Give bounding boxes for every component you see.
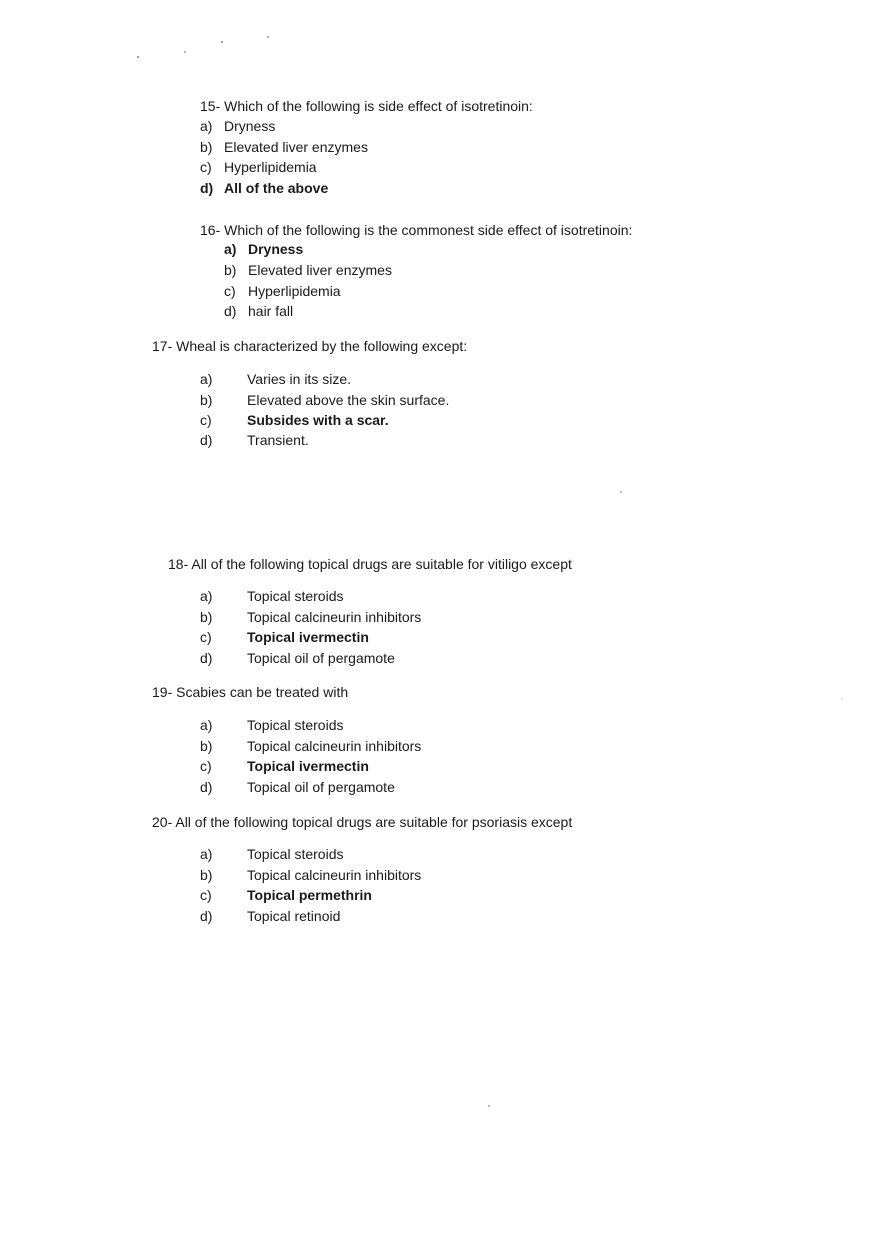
option-text: Subsides with a scar. [247,412,389,428]
question-19-option-c [200,757,369,775]
question-16-option-a [224,240,303,258]
option-text: Topical calcineurin inhibitors [247,867,422,883]
option-letter: c) [200,412,212,428]
option-letter: b) [200,392,213,408]
question-20-option-d [200,907,340,925]
option-text: Elevated liver enzymes [248,262,392,278]
option-letter: c) [200,887,212,903]
option-text: Topical ivermectin [247,758,369,774]
option-text: Transient. [247,432,309,448]
option-text: Topical steroids [247,846,344,862]
option-letter: c) [200,758,212,774]
option-text: Hyperlipidemia [248,283,341,299]
question-20-stem: 20- All of the following topical drugs are suitable for psoriasis except [152,814,573,830]
option-text: Topical permethrin [247,887,372,903]
question-15-option-d [200,179,328,197]
option-letter: a) [200,846,213,862]
option-text: All of the above [224,180,329,196]
question-18-stem: 18- All of the following topical drugs are suitable for vitiligo except [168,556,572,572]
option-text: hair fall [248,303,294,319]
scan-speck [841,698,842,699]
option-letter: a) [200,371,213,387]
option-text: Topical steroids [247,588,344,604]
option-text: Elevated above the skin surface. [247,392,450,408]
option-letter: d) [224,303,237,319]
option-text: Topical calcineurin inhibitors [247,609,422,625]
option-letter: b) [200,609,213,625]
scan-speck [488,1105,490,1107]
question-15-option-a [200,117,275,135]
question-17-stem: 17- Wheal is characterized by the following except: [152,338,468,354]
question-19-option-b [200,737,421,755]
scan-speck [137,56,139,58]
question-16-option-d [224,302,293,320]
option-text: Hyperlipidemia [224,159,317,175]
option-text: Topical oil of pergamote [247,650,395,666]
option-letter: d) [200,180,214,196]
option-letter: c) [200,629,212,645]
question-18-option-d [200,649,395,667]
question-20-option-c [200,886,372,904]
option-text: Elevated liver enzymes [224,139,368,155]
question-18-option-b [200,608,421,626]
option-text: Topical steroids [247,717,344,733]
option-letter: a) [224,241,237,257]
option-letter: b) [200,867,213,883]
question-16-option-c [224,282,341,300]
question-17-option-a [200,370,351,388]
scan-speck [221,41,223,43]
option-letter: c) [200,159,212,175]
question-20-option-a [200,845,344,863]
question-15-option-b [200,138,368,156]
option-letter: b) [200,139,213,155]
option-letter: d) [200,779,213,795]
option-text: Dryness [224,118,276,134]
question-17-option-b [200,391,449,409]
question-20-option-b [200,866,421,884]
question-16-option-b [224,261,392,279]
option-text: Varies in its size. [247,371,351,387]
question-15-option-c [200,158,317,176]
option-letter: d) [200,908,213,924]
scan-speck [184,51,186,53]
question-19-option-a [200,716,344,734]
option-letter: a) [200,717,213,733]
question-18-option-c [200,628,369,646]
question-15-stem: 15- Which of the following is side effect of isotretinoin: [200,98,533,114]
scan-speck [267,36,269,38]
option-text: Topical ivermectin [247,629,369,645]
option-letter: a) [200,588,213,604]
question-17-option-d [200,431,309,449]
scan-speck [620,491,621,492]
option-letter: b) [200,738,213,754]
option-letter: b) [224,262,237,278]
question-18-option-a [200,587,344,605]
option-letter: c) [224,283,236,299]
option-letter: d) [200,432,213,448]
option-text: Topical oil of pergamote [247,779,395,795]
question-19-stem: 19- Scabies can be treated with [152,684,349,700]
option-letter: d) [200,650,213,666]
option-letter: a) [200,118,213,134]
option-text: Topical retinoid [247,908,341,924]
option-text: Dryness [248,241,304,257]
question-16-stem: 16- Which of the following is the commonest side effect of isotretinoin: [200,222,633,238]
option-text: Topical calcineurin inhibitors [247,738,422,754]
question-17-option-c [200,411,389,429]
question-19-option-d [200,778,395,796]
